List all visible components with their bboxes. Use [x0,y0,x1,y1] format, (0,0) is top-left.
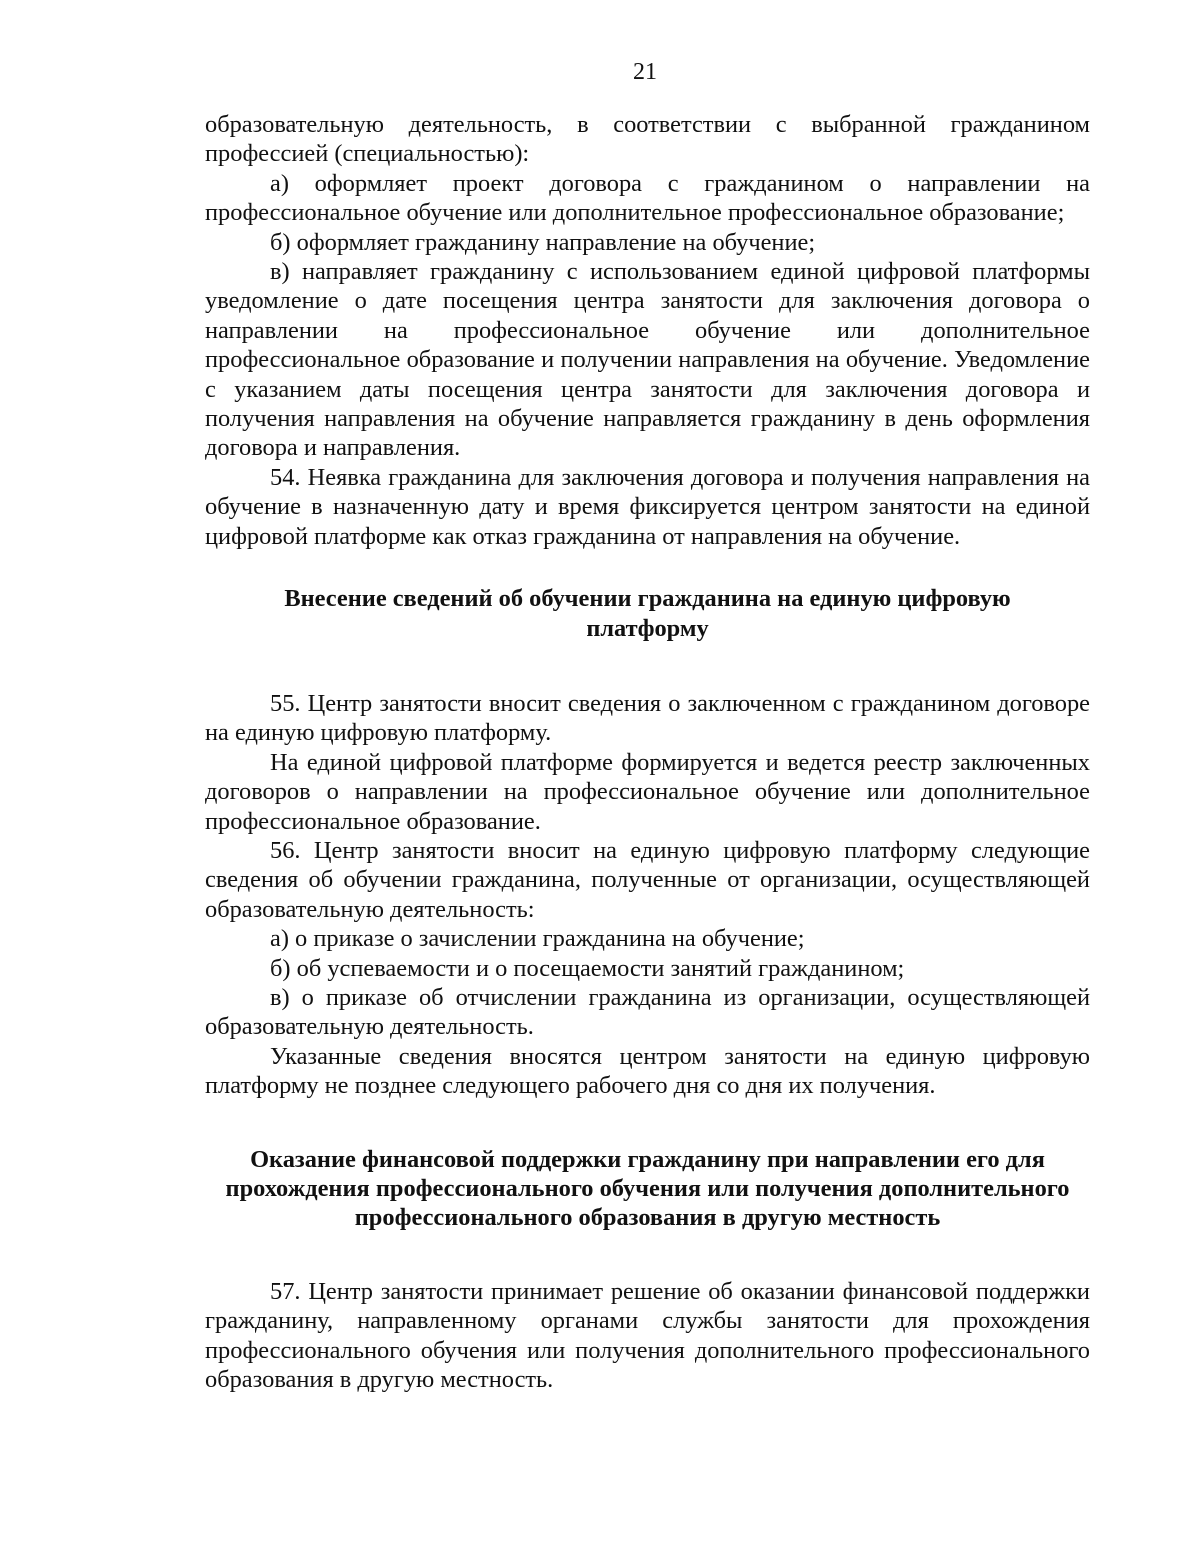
paragraph-deadline: Указанные сведения вносятся центром занятости на единую цифровую платформу не позднее следующего рабочего дня со дня их получения. [205,1042,1090,1100]
page-number: 21 [633,59,657,85]
paragraph-item-b: б) оформляет гражданину направление на обучение; [270,228,816,256]
paragraph-item-v: в) направляет гражданину с использованием единой цифровой платформы уведомление о дате посещения центра занятости для заключения договора о направлении на профессиональное обучение или дополнительное профессиональное образование и получении направления на обучение. Уведомление с указанием даты посещения центра занятости для заключения договора и получения направления на обучение направляется гражданину в день оформления договора и направления. [205,258,1090,462]
paragraph-56-item-v: в) о приказе об отчислении гражданина из организации, осуществляющей образовательную деятельность. [205,983,1090,1041]
paragraph-item-a: а) оформляет проект договора с гражданином о направлении на профессиональное обучение или дополнительное профессиональное образование; [205,169,1090,227]
paragraph-55: 55. Центр занятости вносит сведения о заключенном с гражданином договоре на единую цифровую платформу. [205,689,1090,747]
paragraph-56: 56. Центр занятости вносит на единую цифровую платформу следующие сведения об обучении гражданина, полученные от организации, осуществляющей образовательную деятельность: [205,836,1090,923]
section-heading-data-entry: Внесение сведений об обучении гражданина на единую цифровую платформу [284,585,1011,642]
section-heading-financial-support: Оказание финансовой поддержки гражданину при направлении его для прохождения профессионального обучения или получения дополнительного профессионального образования в другую местность [225,1145,1070,1232]
paragraph-registry: На единой цифровой платформе формируется и ведется реестр заключенных договоров о направлении на профессиональное обучение или дополнительное профессиональное образование. [205,748,1090,835]
document-body [205,110,1090,1394]
paragraph-57: 57. Центр занятости принимает решение об оказании финансовой поддержки гражданину, направленному органами службы занятости для прохождения профессионального обучения или получения дополнительного профессионального образования в другую местность. [205,1277,1090,1394]
paragraph-56-item-b: б) об успеваемости и о посещаемости занятий гражданином; [270,954,905,982]
paragraph-54: 54. Неявка гражданина для заключения договора и получения направления на обучение в назначенную дату и время фиксируется центром занятости на единой цифровой платформе как отказ гражданина от направления на обучение. [205,463,1090,550]
paragraph-56-item-a: а) о приказе о зачислении гражданина на обучение; [270,925,805,953]
paragraph-continuation: образовательную деятельность, в соответствии с выбранной гражданином профессией (специальностью): [205,111,1090,168]
